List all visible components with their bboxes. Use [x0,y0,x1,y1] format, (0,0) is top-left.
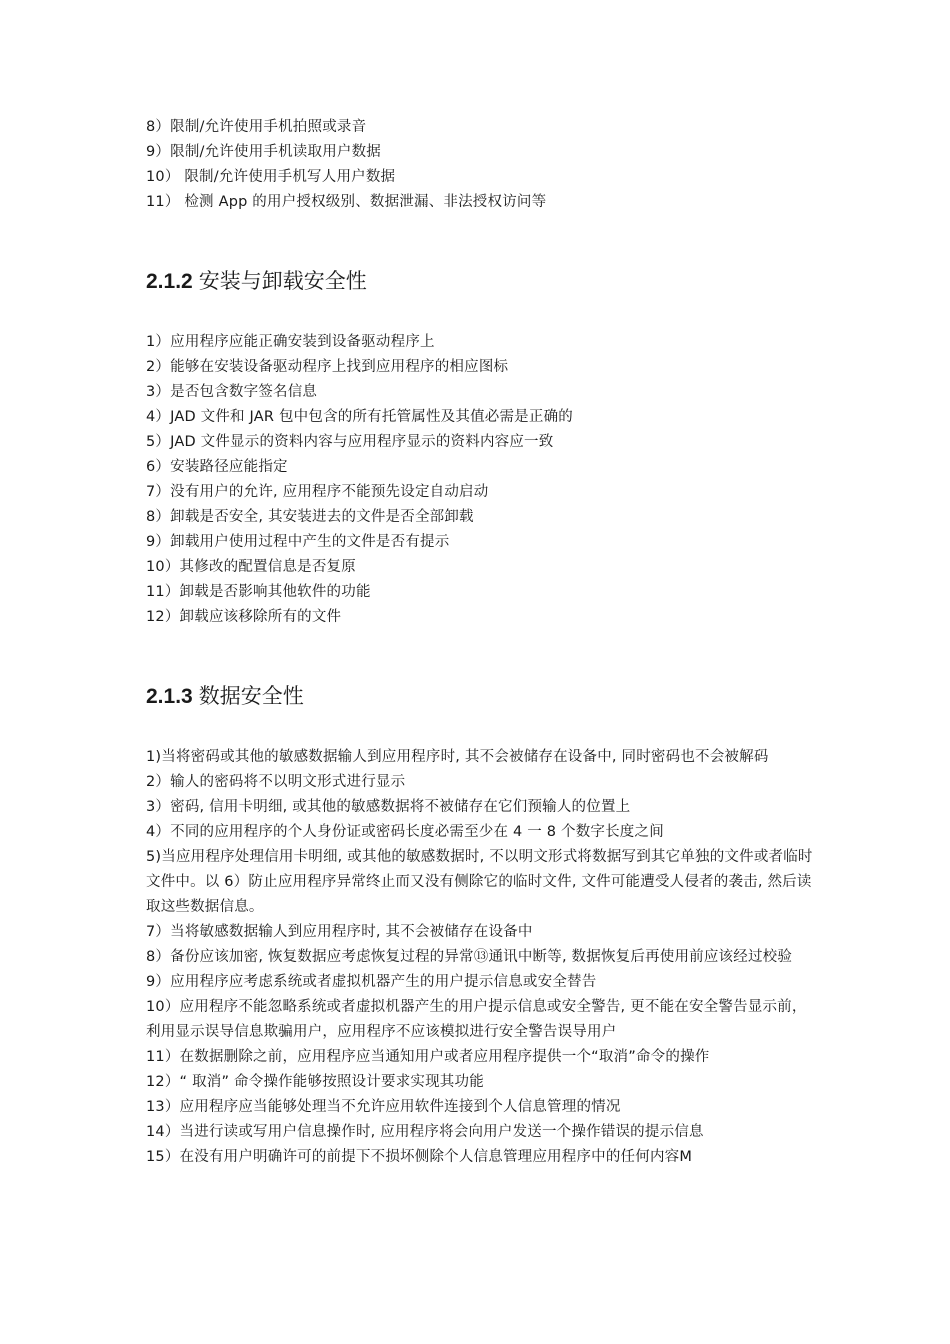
list-item: 5)当应用程序处理信用卡明细, 或其他的敏感数据时, 不以明文形式将数据写到其它单独的文件或者临时文件中。以 6）防止应用程序异常终止而又没有侧除它的临时文件, 文件可能遭受人侵者的袭击, 然后读取这些数据信息。 [146,849,813,915]
list-item: 8）限制/允许使用手机拍照或录音 [146,119,367,135]
list-item: 9）卸载用户使用过程中产生的文件是否有提示 [146,534,450,550]
section-number: 2.1.3 [146,685,193,708]
section-2-1-3-list [146,745,816,1170]
section-heading-2-1-2 [146,266,367,297]
section-number: 2.1.2 [146,270,193,293]
list-item: 8）备份应该加密, 恢复数据应考虑恢复过程的异常⑬通讯中断等, 数据恢复后再使用前应该经过校验 [146,949,793,965]
list-item: 9）限制/允许使用手机读取用户数据 [146,144,382,160]
list-item: 10）应用程序不能忽略系统或者虚拟机器产生的用户提示信息或安全警告, 更不能在安全警告显示前，利用显示误导信息欺骗用户，应用程序不应该模拟进行安全警告误导用户 [146,999,807,1040]
list-item: 3）密码, 信用卡明细, 或其他的敏感数据将不被储存在它们预输人的位置上 [146,799,631,815]
list-item: 2）能够在安装设备驱动程序上找到应用程序的相应图标 [146,359,509,375]
list-item: 10）其修改的配置信息是否复原 [146,559,356,575]
section-title: 安装与卸载安全性 [198,269,367,293]
list-item: 4）不同的应用程序的个人身份证或密码长度必需至少在 4 一 8 个数字长度之间 [146,824,664,840]
list-item: 15）在没有用户明确许可的前提下不损坏侧除个人信息管理应用程序中的任何内容M [146,1149,693,1165]
list-item: 12）卸载应该移除所有的文件 [146,609,342,625]
list-item: 7）没有用户的允许, 应用程序不能预先设定自动启动 [146,484,489,500]
list-item: 1）应用程序应能正确安装到设备驱动程序上 [146,334,435,350]
section-heading-2-1-3 [146,681,304,712]
section-title: 数据安全性 [198,684,304,708]
intro-list [146,115,816,215]
section-2-1-2-list [146,330,816,630]
list-item: 11）在数据删除之前，应用程序应当通知用户或者应用程序提供一个“取消”命令的操作 [146,1049,710,1065]
list-item: 12）“ 取消” 命令操作能够按照设计要求实现其功能 [146,1074,484,1090]
list-item: 11） 检测 App 的用户授权级别、数据泄漏、非法授权访问等 [146,194,547,210]
list-item: 7）当将敏感数据输人到应用程序时, 其不会被储存在设备中 [146,924,533,940]
list-item: 14）当进行读或写用户信息操作时, 应用程序将会向用户发送一个操作错误的提示信息 [146,1124,704,1140]
list-item: 5）JAD 文件显示的资料内容与应用程序显示的资料内容应一致 [146,434,554,450]
list-item: 9）应用程序应考虑系统或者虚拟机器产生的用户提示信息或安全替告 [146,974,597,990]
list-item: 6）安装路径应能指定 [146,459,288,475]
list-item: 10） 限制/允许使用手机写人用户数据 [146,169,396,185]
list-item: 11）卸载是否影响其他软件的功能 [146,584,371,600]
list-item: 4）JAD 文件和 JAR 包中包含的所有托管属性及其值必需是正确的 [146,409,573,425]
list-item: 1)当将密码或其他的敏感数据输人到应用程序时, 其不会被储存在设备中, 同时密码也不会被解码 [146,749,769,765]
list-item: 2）输人的密码将不以明文形式进行显示 [146,774,406,790]
list-item: 8）卸载是否安全, 其安装进去的文件是否全部卸载 [146,509,474,525]
list-item: 3）是否包含数字签名信息 [146,384,318,400]
list-item: 13）应用程序应当能够处理当不允许应用软件连接到个人信息管理的情况 [146,1099,621,1115]
